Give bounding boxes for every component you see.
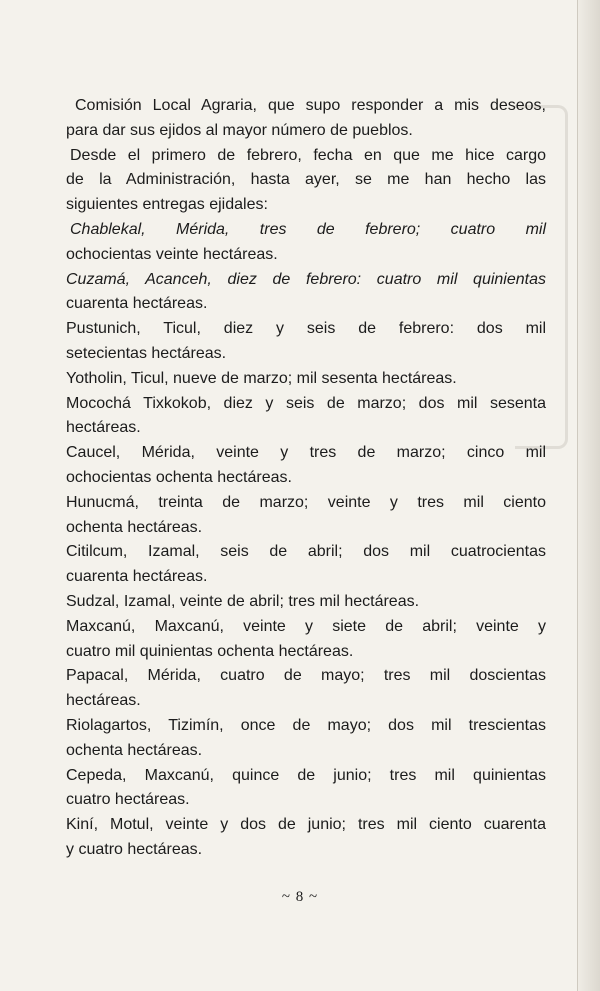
text-line: Mocochá Tixkokob, diez y seis de marzo; dos mil sesenta <box>66 394 546 412</box>
text-line: Chablekal, Mérida, tres de febrero; cuatro mil <box>70 220 546 238</box>
text-line: Sudzal, Izamal, veinte de abril; tres mil hectáreas. <box>66 592 420 610</box>
paragraph <box>66 813 546 863</box>
paragraph <box>66 540 546 590</box>
text-line: hectáreas. <box>66 692 141 710</box>
text-line: Kiní, Motul, veinte y dos de junio; tres mil ciento cuarenta <box>66 816 546 834</box>
text-line: Riolagartos, Tizimín, once de mayo; dos mil trescientas <box>66 716 546 734</box>
text-line: Citilcum, Izamal, seis de abril; dos mil cuatrocientas <box>66 543 546 561</box>
text-line: Caucel, Mérida, veinte y tres de marzo; cinco mil <box>66 444 546 462</box>
text-line: ochocientas ochenta hectáreas. <box>66 468 292 486</box>
text-line: Comisión Local Agraria, que supo responder a mis deseos, <box>75 97 546 114</box>
paragraph <box>66 268 546 318</box>
text-line: Papacal, Mérida, cuatro de mayo; tres mil doscientas <box>66 667 546 685</box>
text-line: ochenta hectáreas. <box>66 518 203 536</box>
text-line: Cepeda, Maxcanú, quince de junio; tres mil quinientas <box>66 766 546 784</box>
text-line: siguientes entregas ejidales: <box>66 196 268 214</box>
text-line: cuarenta hectáreas. <box>66 295 208 313</box>
paragraph <box>66 441 546 491</box>
text-line: Cuzamá, Acanceh, diez de febrero: cuatro mil quinientas <box>66 270 546 288</box>
text-line: cuatro mil quinientas ochenta hectáreas. <box>66 642 354 660</box>
text-line: ochocientas veinte hectáreas. <box>66 245 278 263</box>
paragraph <box>66 317 546 367</box>
page-edge-shadow <box>578 0 600 991</box>
text-line: Hunucmá, treinta de marzo; veinte y tres mil ciento <box>66 493 546 511</box>
paragraph <box>66 714 546 764</box>
text-line: de la Administración, hasta ayer, se me han hecho las <box>66 171 546 189</box>
paragraph <box>66 615 546 665</box>
paragraph <box>66 491 546 541</box>
text-line: hectáreas. <box>66 419 141 437</box>
text-line: Desde el primero de febrero, fecha en que me hice cargo <box>70 146 546 164</box>
paragraph <box>66 590 546 615</box>
paragraph <box>66 764 546 814</box>
paragraph <box>66 392 546 442</box>
text-line: cuatro hectáreas. <box>66 791 190 809</box>
paragraph <box>66 218 546 268</box>
text-line: setecientas hectáreas. <box>66 344 227 362</box>
paragraph <box>66 664 546 714</box>
text-line: Yotholin, Ticul, nueve de marzo; mil sesenta hectáreas. <box>66 369 457 387</box>
document-body <box>66 94 546 863</box>
page-number: ~ 8 ~ <box>281 889 319 905</box>
text-line: ochenta hectáreas. <box>66 741 203 759</box>
paragraph <box>66 94 546 144</box>
text-line: Pustunich, Ticul, diez y seis de febrero: dos mil <box>66 320 546 338</box>
text-line: cuarenta hectáreas. <box>66 568 208 586</box>
text-line: y cuatro hectáreas. <box>66 840 203 858</box>
paragraph <box>66 367 546 392</box>
paragraph <box>66 144 546 218</box>
text-line: para dar sus ejidos al mayor número de pueblos. <box>66 121 413 139</box>
text-line: Maxcanú, Maxcanú, veinte y siete de abril; veinte y <box>66 617 546 635</box>
